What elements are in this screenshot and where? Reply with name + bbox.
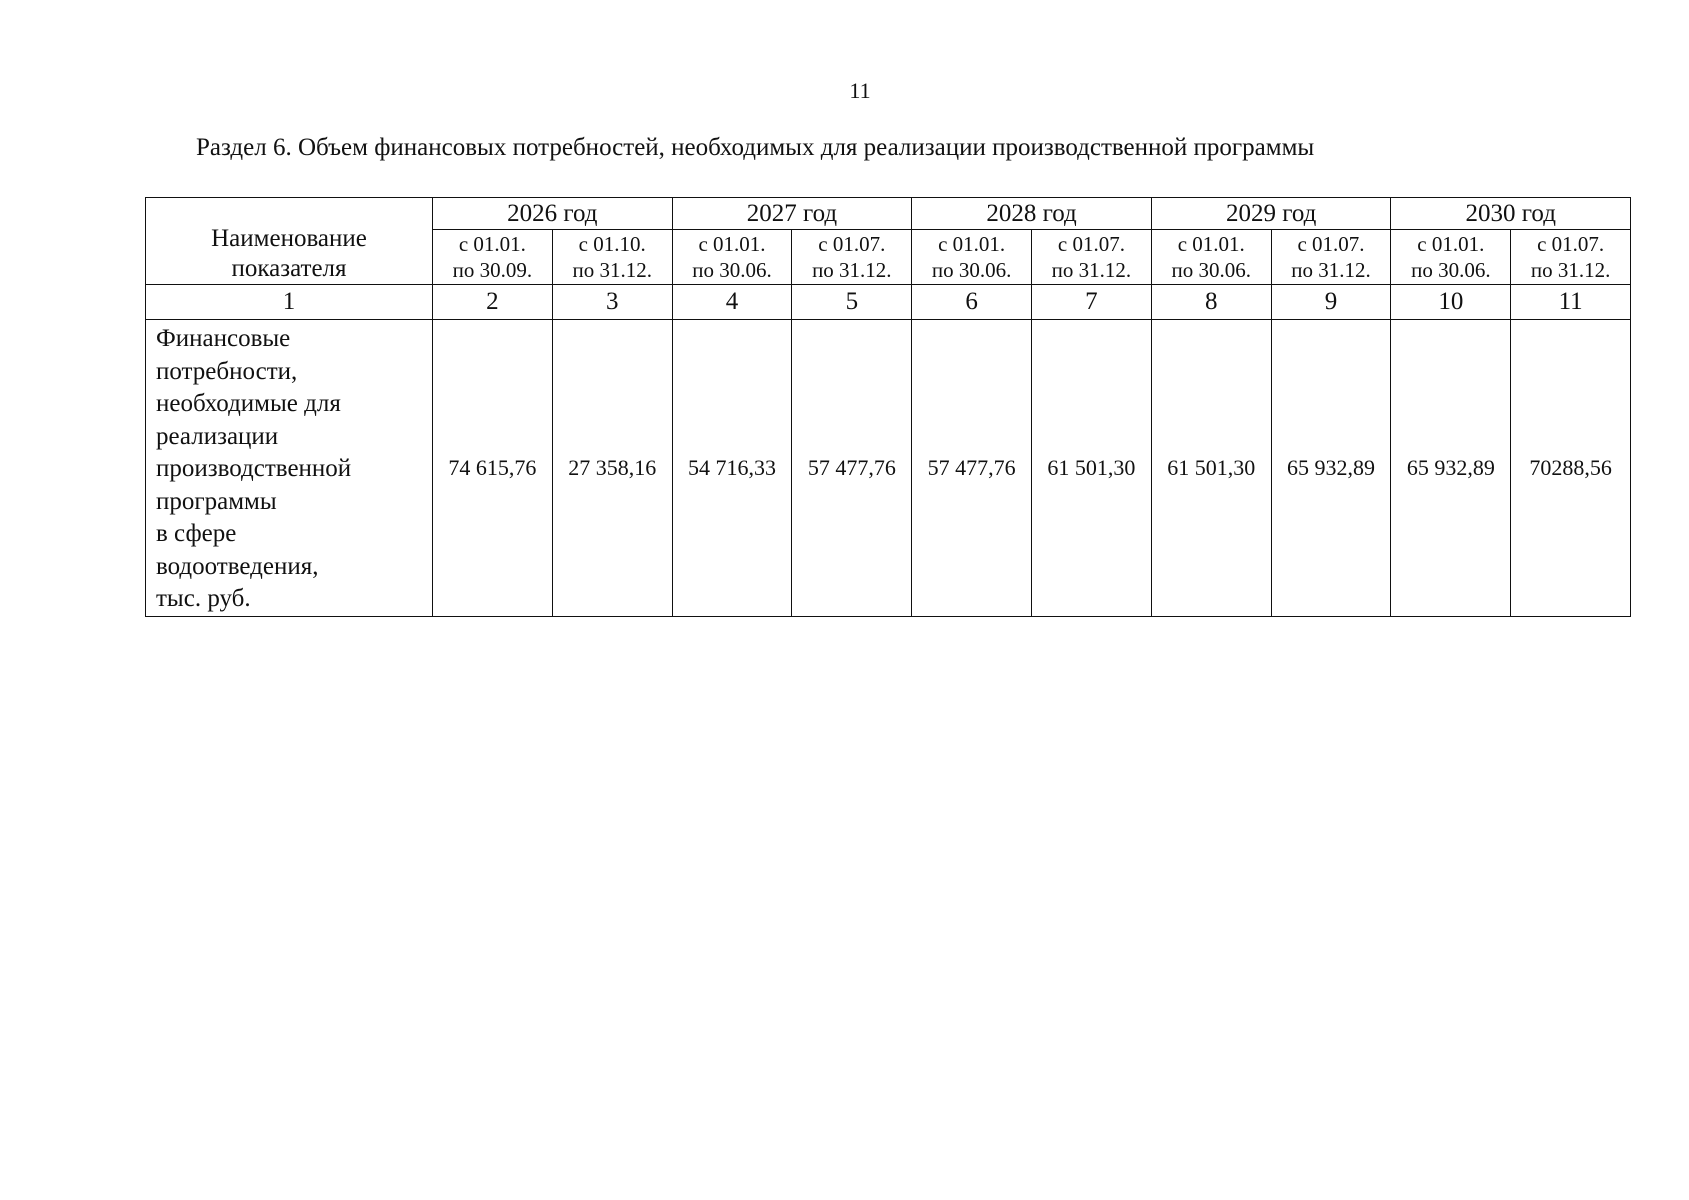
value-cell: 61 501,30: [1151, 320, 1271, 617]
period-from: с 01.07.: [818, 232, 886, 256]
period-to: по 30.06.: [692, 258, 772, 282]
period-to: по 30.06.: [1411, 258, 1491, 282]
period-from: с 01.10.: [578, 232, 646, 256]
indicator-name-header-line: показателя: [231, 255, 347, 282]
value-cell: 57 477,76: [792, 320, 912, 617]
period-to: по 31.12.: [1530, 258, 1611, 282]
column-number: 2: [433, 285, 553, 320]
column-number: 10: [1391, 285, 1511, 320]
year-header: 2027 год: [672, 198, 912, 230]
indicator-name-header: [146, 198, 433, 285]
column-number: 11: [1511, 285, 1631, 320]
value-cell: 65 932,89: [1391, 320, 1511, 617]
period-header: [552, 230, 672, 285]
indicator-name-line: необходимые для: [156, 390, 341, 417]
section-title: Раздел 6. Объем финансовых потребностей, необходимых для реализации производственной программы: [196, 134, 1315, 161]
period-header: [1151, 230, 1271, 285]
value-cell: 70288,56: [1511, 320, 1631, 617]
period-from: с 01.01.: [1177, 232, 1245, 256]
page-number: 11: [849, 78, 871, 103]
indicator-name-line: водоотведения,: [156, 552, 319, 580]
period-header: [672, 230, 792, 285]
period-from: с 01.01.: [698, 232, 766, 256]
indicator-name-line: реализации: [156, 422, 279, 450]
period-from: с 01.01.: [1417, 232, 1485, 256]
period-from: с 01.07.: [1537, 232, 1605, 256]
value-cell: 57 477,76: [912, 320, 1032, 617]
financial-needs-table-container: [145, 197, 1630, 617]
indicator-name-line: программы: [156, 487, 277, 515]
period-to: по 30.09.: [452, 258, 533, 282]
financial-needs-table: [145, 197, 1631, 617]
indicator-name-line: тыс. руб.: [156, 585, 251, 612]
column-number: 4: [672, 285, 792, 320]
period-from: с 01.07.: [1057, 232, 1125, 256]
year-header: 2029 год: [1151, 198, 1391, 230]
period-to: по 31.12.: [1051, 258, 1132, 282]
indicator-name-header-line: Наименование: [211, 225, 367, 252]
period-header: [912, 230, 1032, 285]
period-to: по 31.12.: [572, 258, 652, 282]
column-number: 9: [1271, 285, 1391, 320]
period-from: с 01.07.: [1297, 232, 1365, 256]
table-row: [146, 320, 1631, 617]
column-number: 8: [1151, 285, 1271, 320]
year-header: 2030 год: [1391, 198, 1631, 230]
period-to: по 31.12.: [812, 258, 892, 282]
period-header: [1032, 230, 1152, 285]
period-header: [1511, 230, 1631, 285]
indicator-name-cell: [146, 320, 433, 617]
value-cell: 74 615,76: [433, 320, 553, 617]
period-to: по 30.06.: [931, 258, 1012, 282]
period-from: с 01.01.: [938, 232, 1006, 256]
indicator-name-line: в сфере: [156, 520, 237, 547]
year-header: 2028 год: [912, 198, 1152, 230]
period-header: [792, 230, 912, 285]
value-cell: 65 932,89: [1271, 320, 1391, 617]
period-header: [433, 230, 553, 285]
indicator-name-line: Финансовые: [156, 325, 291, 352]
indicator-name-line: потребности,: [156, 357, 298, 385]
column-number: 1: [146, 285, 433, 320]
year-header-row: [146, 198, 1631, 230]
value-cell: 61 501,30: [1032, 320, 1152, 617]
column-number: 3: [552, 285, 672, 320]
period-header: [1391, 230, 1511, 285]
column-number: 7: [1032, 285, 1152, 320]
indicator-name-line: производственной: [156, 455, 352, 482]
column-number: 5: [792, 285, 912, 320]
column-number: 6: [912, 285, 1032, 320]
period-header: [1271, 230, 1391, 285]
year-header: 2026 год: [433, 198, 673, 230]
period-from: с 01.01.: [458, 232, 526, 256]
column-number-row: [146, 285, 1631, 320]
period-to: по 30.06.: [1171, 258, 1251, 282]
value-cell: 27 358,16: [552, 320, 672, 617]
period-to: по 31.12.: [1291, 258, 1371, 282]
value-cell: 54 716,33: [672, 320, 792, 617]
